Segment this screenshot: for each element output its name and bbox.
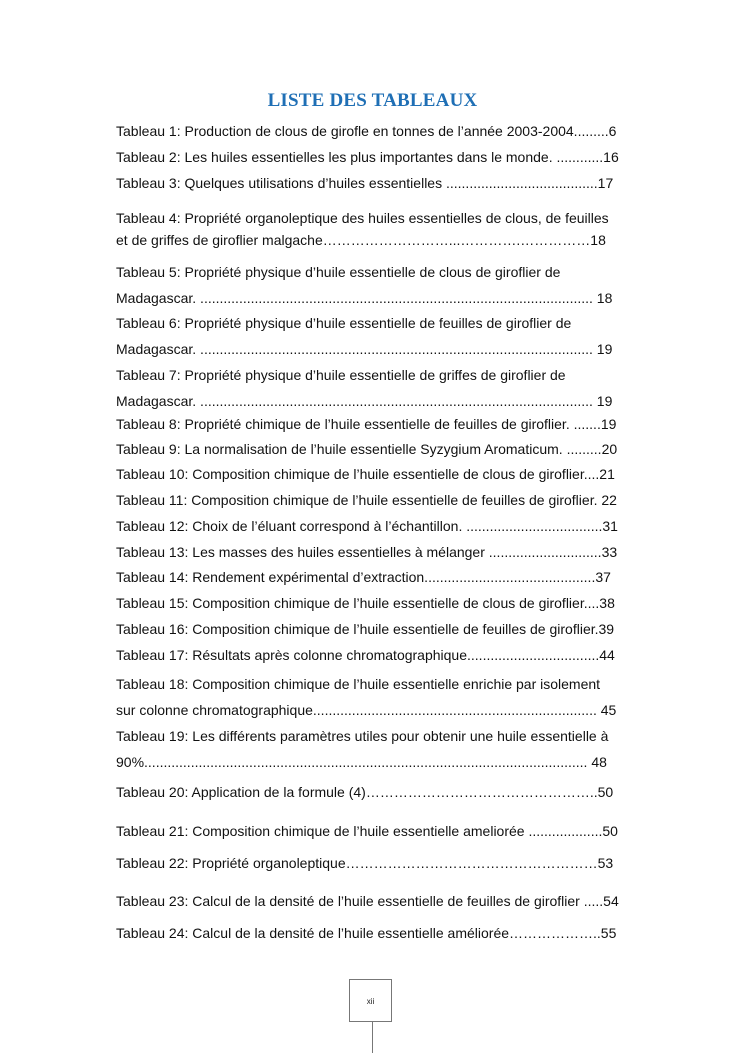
page-number: xii <box>349 979 392 1022</box>
list-item-line: Tableau 16: Composition chimique de l’huile essentielle de feuilles de giroflier.39 <box>116 621 615 637</box>
list-item <box>116 567 656 587</box>
list-item <box>116 645 656 665</box>
list-item-line: Tableau 20: Application de la formule (4)…………………………………………..50 <box>116 784 614 800</box>
list-item <box>116 414 656 434</box>
list-item-line: Madagascar. ..................................................................................................... 19 <box>116 393 613 409</box>
list-item-line: Madagascar. ..................................................................................................... 19 <box>116 341 613 357</box>
list-item <box>116 671 656 723</box>
list-item <box>116 891 656 911</box>
list-item <box>116 542 656 562</box>
page-number-stem <box>372 1022 373 1053</box>
list-item-line: Tableau 10: Composition chimique de l’huile essentielle de clous de giroflier....21 <box>116 466 615 482</box>
list-item-line: sur colonne chromatographique......................................................................... 45 <box>116 702 617 718</box>
list-item-line: Tableau 21: Composition chimique de l’huile essentielle ameliorée ...................50 <box>116 823 618 839</box>
list-item-line: Tableau 2: Les huiles essentielles les plus importantes dans le monde. ............16 <box>116 149 619 165</box>
list-item <box>116 439 656 459</box>
list-item-line: Madagascar. ..................................................................................................... 18 <box>116 290 613 306</box>
list-item-line: Tableau 8: Propriété chimique de l’huile essentielle de feuilles de giroflier. .......19 <box>116 416 617 432</box>
list-item <box>116 782 656 802</box>
list-item <box>116 723 656 775</box>
list-item <box>116 205 656 249</box>
list-item-line: Tableau 4: Propriété organoleptique des huiles essentielles de clous, de feuilles <box>116 210 609 226</box>
list-item <box>116 593 656 613</box>
list-item-line: Tableau 6: Propriété physique d’huile essentielle de feuilles de giroflier de <box>116 315 572 331</box>
list-item <box>116 464 656 484</box>
list-item <box>116 259 656 311</box>
list-item-line: Tableau 5: Propriété physique d’huile essentielle de clous de giroflier de <box>116 264 561 280</box>
list-item-line: Tableau 11: Composition chimique de l’huile essentielle de feuilles de giroflier. 22 <box>116 492 617 508</box>
list-item-line: Tableau 24: Calcul de la densité de l’huile essentielle améliorée………………..55 <box>116 925 617 941</box>
list-item <box>116 821 656 841</box>
list-item-line: Tableau 13: Les masses des huiles essentielles à mélanger .............................33 <box>116 544 618 560</box>
list-item <box>116 516 656 536</box>
list-item <box>116 121 656 141</box>
list-item <box>116 362 656 414</box>
list-item <box>116 310 656 362</box>
list-item-line: Tableau 15: Composition chimique de l’huile essentielle de clous de giroflier....38 <box>116 595 615 611</box>
list-item-line: Tableau 18: Composition chimique de l’huile essentielle enrichie par isolement <box>116 676 601 692</box>
list-item-line: Tableau 22: Propriété organoleptique………………………………………………53 <box>116 855 614 871</box>
list-item <box>116 173 656 193</box>
list-item-line: Tableau 7: Propriété physique d’huile essentielle de griffes de giroflier de <box>116 367 566 383</box>
list-item <box>116 619 656 639</box>
list-item-line: Tableau 1: Production de clous de girofle en tonnes de l’année 2003-2004.........6 <box>116 123 617 139</box>
page-title: LISTE DES TABLEAUX <box>267 90 478 111</box>
list-item-line: et de griffes de giroflier malgache………………………...………….……………18 <box>116 232 606 248</box>
list-item-line: Tableau 14: Rendement expérimental d’extraction............................................37 <box>116 569 611 585</box>
list-item-line: Tableau 17: Résultats après colonne chromatographique..................................44 <box>116 647 615 663</box>
list-item <box>116 147 656 167</box>
list-item-line: Tableau 19: Les différents paramètres utiles pour obtenir une huile essentielle à <box>116 728 609 744</box>
list-item <box>116 853 656 873</box>
list-item-line: Tableau 3: Quelques utilisations d’huiles essentielles .......................................17 <box>116 175 614 191</box>
list-item-line: Tableau 23: Calcul de la densité de l’huile essentielle de feuilles de giroflier .....54 <box>116 893 619 909</box>
list-item <box>116 490 656 510</box>
list-item <box>116 923 656 943</box>
list-item-line: Tableau 9: La normalisation de l’huile essentielle Syzygium Aromaticum. .........20 <box>116 441 618 457</box>
list-item-line: 90%.................................................................................................................. 48 <box>116 754 607 770</box>
list-item-line: Tableau 12: Choix de l’éluant correspond à l’échantillon. ...................................31 <box>116 518 618 534</box>
